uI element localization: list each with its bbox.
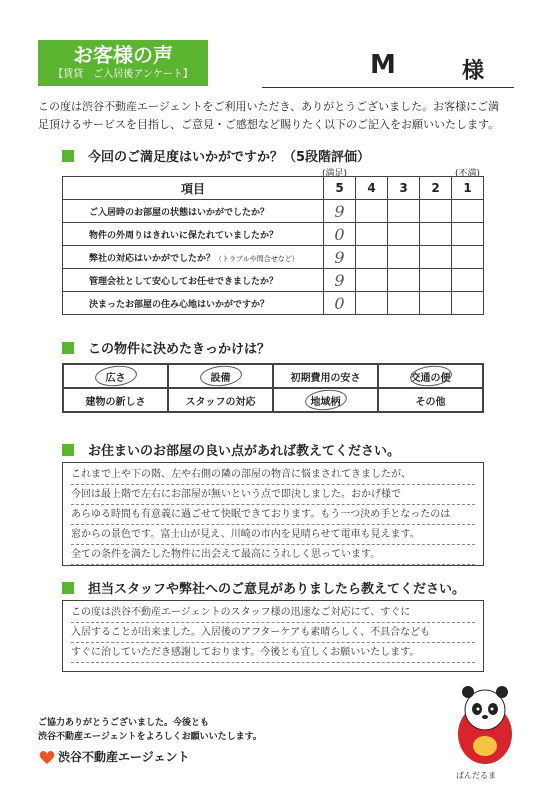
score-cell-4[interactable] [356,223,388,246]
satisfaction-heading [62,146,370,165]
handwritten-mark: 9 [334,201,345,221]
good-points-heading-text: お住まいのお部屋の良い点があれば教えてください。 [88,444,401,459]
score-cell-1[interactable] [452,223,484,246]
score-cell-5[interactable] [324,292,356,315]
score-cell-2[interactable] [420,292,452,315]
company-logo [38,748,190,765]
score-cell-1[interactable] [452,246,484,269]
satisfaction-row [63,269,484,292]
reasons-heading [62,338,270,357]
footer-thanks [38,716,262,744]
handwritten-line: この度は渋谷不動産エージェントのスタッフ様の迅速なご対応にて、すぐに [71,603,475,623]
intro-text [38,98,518,134]
score-cell-3[interactable] [388,246,420,269]
handwritten-mark: 9 [334,270,345,290]
intro-line-1: この度は渋谷不動産エージェントをご利用いただき、ありがとうございました。お客様にご満 [38,100,500,113]
section-bullet-icon [62,342,74,354]
score-cell-5[interactable] [324,246,356,269]
customer-honorific: 様 [462,59,485,84]
staff-feedback-textbox[interactable] [62,600,484,672]
score-cell-4[interactable] [356,246,388,269]
question-text: 決まったお部屋の住み心地はいかがですか？ [89,299,270,310]
reason-option[interactable]: 建物の新しさ [63,388,168,412]
reasons-grid [62,363,484,413]
score-cell-3[interactable] [388,292,420,315]
score-cell-1[interactable] [452,269,484,292]
company-name: 渋谷不動産エージェント [58,750,190,764]
score-cell-1[interactable] [452,200,484,223]
survey-subtitle: 【賃貸 ご入居後アンケート】 [53,69,193,80]
satisfaction-heading-text: 今回のご満足度はいかがですか？（5段階評価） [88,150,371,165]
footer-line-1: ご協力ありがとうございました。今後とも [38,718,210,728]
mascot-caption: ぱんだるま [456,771,496,780]
reason-option[interactable]: スタッフの対応 [168,388,273,412]
question-cell [63,246,324,269]
reason-option[interactable]: 広さ [63,364,168,388]
good-points-heading [62,440,400,459]
question-text: 弊社の対応はいかがでしたか？ [89,253,216,264]
score-cell-2[interactable] [420,200,452,223]
reasons-heading-text: この物件に決めたきっかけは？ [88,342,271,357]
handwritten-line: すぐに治していただき感謝しております。今後とも宜しくお願いいたします。 [71,643,475,663]
handwritten-line: 全ての条件を満たした物件に出会えて最高にうれしく思っています。 [71,545,475,565]
satisfaction-row [63,292,484,315]
question-cell [63,200,324,223]
staff-feedback-heading [62,578,465,597]
reason-option[interactable]: 交通の便 [378,364,483,388]
score-cell-2[interactable] [420,246,452,269]
score-header-3: 3 [388,177,420,200]
score-cell-5[interactable] [324,269,356,292]
scale-low-label: (不満) [455,169,481,179]
score-cell-5[interactable] [324,223,356,246]
intro-line-2: 足頂けるサービスを目指し、ご意見・ご感想など賜りたく以下のご記入をお願いいたします。 [38,118,500,131]
section-bullet-icon [62,444,74,456]
satisfaction-header-row [63,177,484,200]
score-header-5: 5 [324,177,356,200]
score-cell-3[interactable] [388,200,420,223]
reason-option[interactable]: 設備 [168,364,273,388]
handwritten-line: これまで上や下の階、左や右側の隣の部屋の物音に悩まされてきましたが、 [71,465,475,485]
score-cell-4[interactable] [356,269,388,292]
company-logo-icon [38,749,56,765]
score-cell-5[interactable] [324,200,356,223]
question-text: 管理会社として安心してお任せできましたか？ [89,276,279,287]
score-header-4: 4 [356,177,388,200]
question-cell [63,223,324,246]
survey-title-box [38,40,208,86]
handwritten-line: あらゆる時間も有意義に過ごせて快眠できております。もう一つ決め手となったのは [71,505,475,525]
handwritten-line: 入居することが出来ました。入居後のアフターケアも素晴らしく、不具合なども [71,623,475,643]
question-cell [63,269,324,292]
section-bullet-icon [62,582,74,594]
score-cell-3[interactable] [388,269,420,292]
satisfaction-row [63,223,484,246]
panda-daruma-mascot-icon [454,676,516,766]
question-note: （トラブルや問合せなど） [215,254,299,263]
reason-option[interactable]: その他 [378,388,483,412]
reason-option[interactable]: 地域柄 [273,388,378,412]
satisfaction-row [63,200,484,223]
score-cell-2[interactable] [420,269,452,292]
satisfaction-table [62,176,484,315]
question-text: ご入居時のお部屋の状態はいかがでしたか？ [89,207,270,218]
satisfaction-row [63,246,484,269]
handwritten-mark: 0 [334,224,345,244]
footer-line-2: 渋谷不動産エージェントをよろしくお願いいたします。 [38,732,262,742]
score-header-1: 1 [452,177,484,200]
item-header: 項目 [63,177,324,200]
score-cell-4[interactable] [356,200,388,223]
reason-option[interactable]: 初期費用の安さ [273,364,378,388]
score-header-2: 2 [420,177,452,200]
score-cell-1[interactable] [452,292,484,315]
handwritten-mark: 0 [334,293,345,313]
handwritten-line: 今回は最上階で左右にお部屋が無いという点で即決しました。おかげ様で [71,485,475,505]
score-cell-2[interactable] [420,223,452,246]
question-text: 物件の外周りはきれいに保たれていましたか？ [89,230,279,241]
question-cell [63,292,324,315]
customer-name: M [370,50,396,80]
good-points-textbox[interactable] [62,462,484,566]
handwritten-line: 窓からの景色です。富士山が見え、川崎の市内を見晴らせて電車も見えます。 [71,525,475,545]
staff-feedback-heading-text: 担当スタッフや弊社へのご意見がありましたら教えてください。 [88,582,466,597]
score-cell-3[interactable] [388,223,420,246]
handwritten-mark: 9 [334,247,345,267]
scale-high-label: (満足) [322,169,348,179]
score-cell-4[interactable] [356,292,388,315]
survey-title: お客様の声 [73,43,173,67]
customer-name-field [262,48,514,88]
section-bullet-icon [62,150,74,162]
